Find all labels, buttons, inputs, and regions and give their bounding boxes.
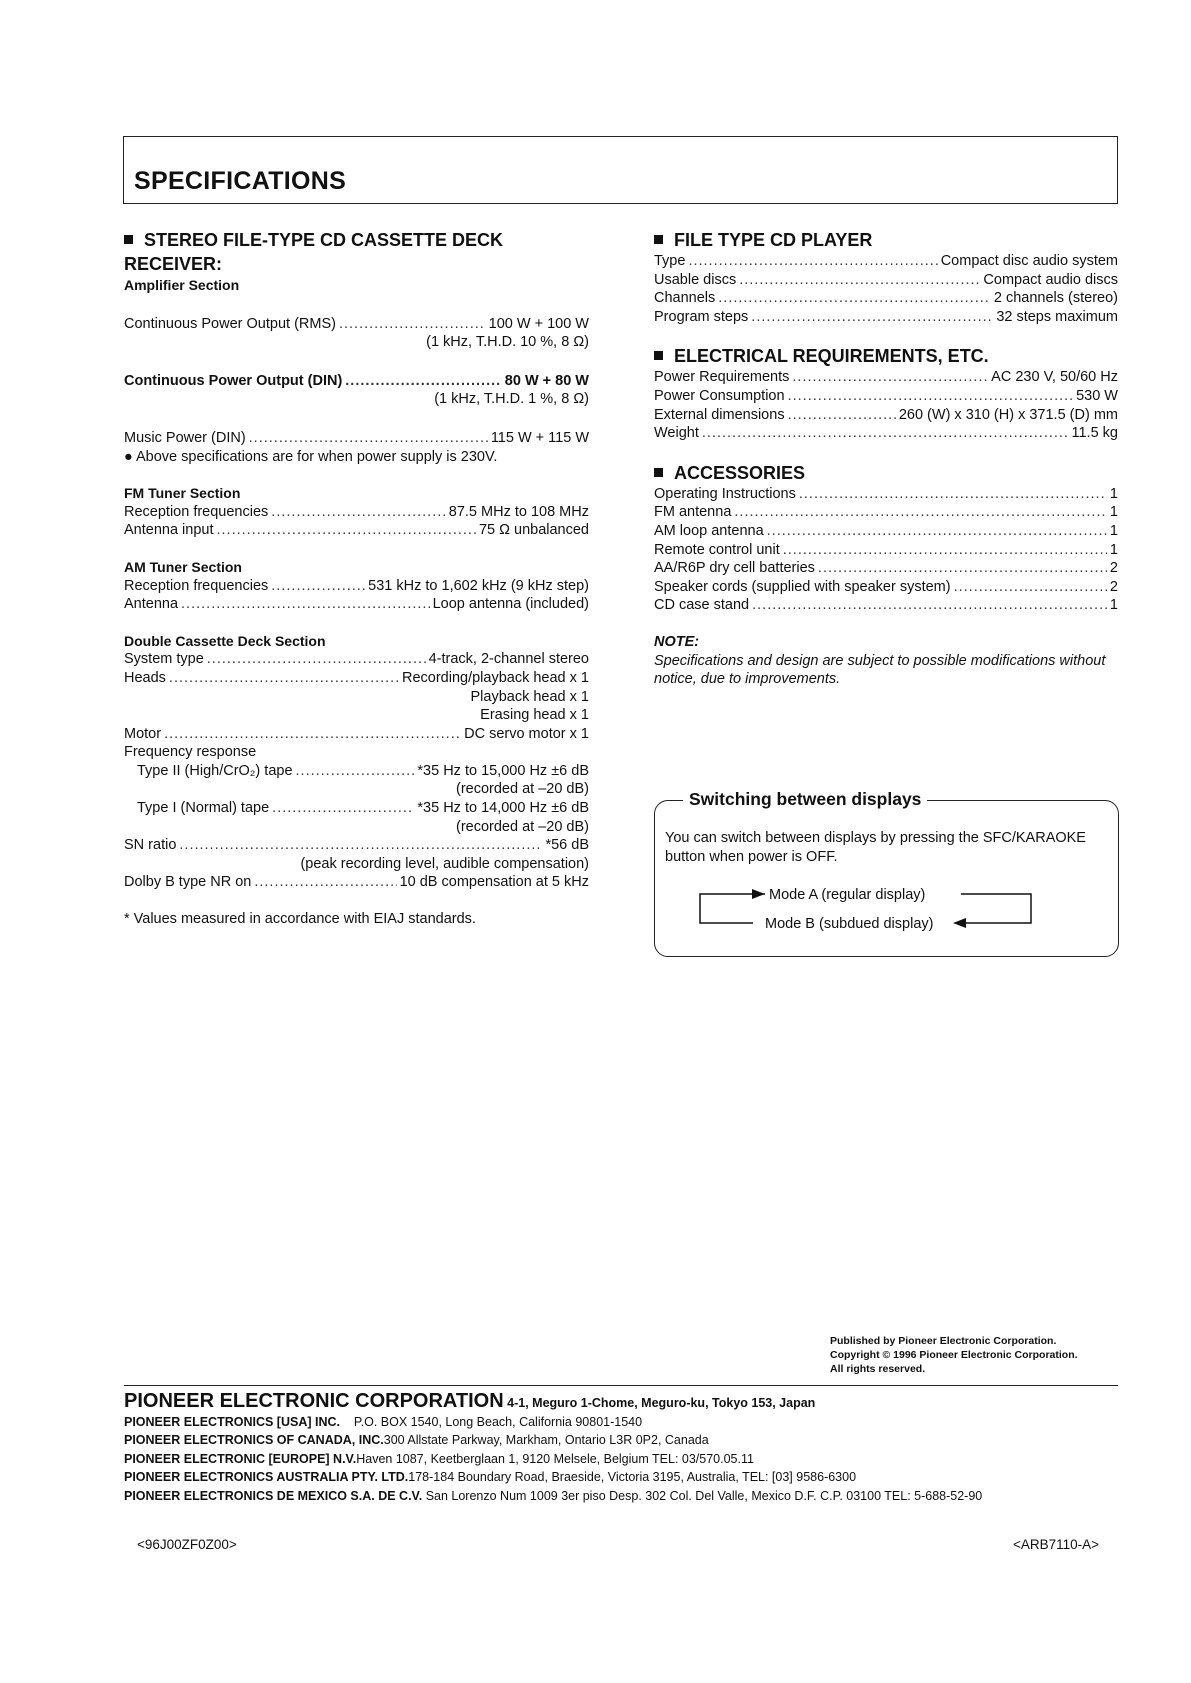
right-specs <box>654 228 1118 689</box>
spec-row <box>654 424 1118 443</box>
specifications-header <box>123 136 1118 204</box>
electrical-rows <box>654 368 1118 442</box>
cycle-line-right <box>961 894 1031 923</box>
accessories-heading: ACCESSORIES <box>654 461 1118 485</box>
mode-cycle-diagram <box>655 801 1120 958</box>
spec-label: Usable discs <box>654 271 737 288</box>
spec-row <box>654 308 1118 327</box>
divider <box>124 1385 1118 1386</box>
mode-a-label: Mode A (regular display) <box>769 887 926 903</box>
switching-displays-box <box>654 789 1119 957</box>
address-canada: PIONEER ELECTRONICS OF CANADA, INC.300 Allstate Parkway, Markham, Ontario L3R 0P2, Canada <box>124 1433 709 1448</box>
spec-value: 2 channels (stereo) <box>993 290 1118 307</box>
cassette-section-title: Double Cassette Deck Section <box>124 632 326 649</box>
spec-row <box>654 406 1118 425</box>
spec-value: Compact audio discs <box>983 271 1118 288</box>
spec-value: 11.5 kg <box>1071 425 1118 442</box>
spec-value: 32 steps maximum <box>996 308 1118 325</box>
spec-row-am-antenna: Antenna ..... Loop antenna (included) <box>124 595 589 614</box>
arrow-right-icon <box>752 889 765 899</box>
power-supply-note: ● Above specifications are for when power supply is 230V. <box>124 448 498 465</box>
fm-section-title: FM Tuner Section <box>124 485 241 502</box>
spec-value: Compact disc audio system <box>940 253 1118 269</box>
spec-value: 1 <box>1109 485 1118 502</box>
spec-condition: (peak recording level, audible compensation) <box>300 855 589 872</box>
spec-row-fm-reception: Reception frequencies ..... 87.5 MHz to 108 MHz <box>124 503 589 522</box>
address-usa: PIONEER ELECTRONICS [USA] INC. P.O. BOX 1540, Long Beach, California 90801-1540 <box>124 1414 643 1429</box>
frequency-response-label: Frequency response <box>124 744 257 761</box>
spec-row-cont-rms: Continuous Power Output (RMS) ..... 100 W + 100 W <box>124 315 589 334</box>
spec-row <box>654 271 1118 290</box>
spec-row-motor: Motor ..... DC servo motor x 1 <box>124 725 589 744</box>
spec-row <box>654 578 1118 597</box>
spec-row <box>654 289 1118 308</box>
spec-value: AC 230 V, 50/60 Hz <box>991 369 1118 386</box>
spec-condition: (1 kHz, T.H.D. 10 %, 8 Ω) <box>426 334 589 351</box>
spec-condition: (recorded at –20 dB) <box>456 781 589 798</box>
address-australia: PIONEER ELECTRONICS AUSTRALIA PTY. LTD.178-184 Boundary Road, Braeside, Victoria 3195, Australia, TEL: [03] 9586-6300 <box>124 1470 857 1485</box>
spec-label: Type <box>654 253 686 269</box>
addresses-block <box>124 1392 1124 1506</box>
spec-row-music-power: Music Power (DIN) ..... 115 W + 115 W <box>124 429 589 448</box>
accessory-rows <box>654 485 1118 615</box>
document-code-right: <ARB7110-A> <box>1013 1537 1100 1552</box>
mode-b-label: Mode B (subdued display) <box>765 916 934 932</box>
spec-label: Program steps <box>654 308 749 325</box>
spec-value: 1 <box>1109 597 1118 614</box>
footnote: * Values measured in accordance with EIAJ standards. <box>124 911 476 928</box>
spec-row-type2-tape: Type II (High/CrO₂) tape ..... *35 Hz to 15,000 Hz ±6 dB <box>124 762 589 781</box>
cd-rows <box>654 252 1118 326</box>
spec-row-fm-antenna: Antenna input ..... 75 Ω unbalanced <box>124 521 589 540</box>
address-europe: PIONEER ELECTRONIC [EUROPE] N.V.Haven 1087, Keetberglaan 1, 9120 Melsele, Belgium TEL: 03/570.05.11 <box>124 1451 754 1466</box>
spec-label: Operating Instructions <box>654 485 796 502</box>
spec-label: Power Consumption <box>654 387 785 404</box>
note-title: NOTE: <box>654 633 700 650</box>
page-title: SPECIFICATIONS <box>134 167 347 195</box>
spec-value: 260 (W) x 310 (H) x 371.5 (D) mm <box>898 406 1118 423</box>
spec-row <box>654 503 1118 522</box>
spec-value: 2 <box>1109 578 1118 595</box>
spec-row <box>654 387 1118 406</box>
cd-player-heading: FILE TYPE CD PLAYER <box>654 228 1118 252</box>
square-bullet-icon <box>654 235 663 244</box>
square-bullet-icon <box>654 351 663 360</box>
spec-label: Channels <box>654 290 716 307</box>
cycle-line-left <box>700 894 765 923</box>
note-text: Specifications and design are subject to possible modifications without notice, due to improvements. <box>654 652 1106 688</box>
spec-label: CD case stand <box>654 597 750 614</box>
spec-row <box>654 522 1118 541</box>
spec-row-heads: Heads ..... Recording/playback head x 1 <box>124 669 589 688</box>
receiver-specs <box>124 228 589 929</box>
switching-title: Switching between displays <box>683 789 927 810</box>
spec-value: 1 <box>1109 541 1118 558</box>
square-bullet-icon <box>124 235 133 244</box>
address-mexico: PIONEER ELECTRONICS DE MEXICO S.A. DE C.V. San Lorenzo Num 1009 3er piso Desp. 302 Col. Del Valle, Mexico D.F. C.P. 03100 TEL: 5-688-52-90 <box>124 1488 983 1503</box>
spec-row-cont-din: Continuous Power Output (DIN) ..... 80 W + 80 W <box>124 372 589 391</box>
spec-row <box>654 559 1118 578</box>
spec-label: Weight <box>654 425 699 442</box>
spec-condition: Playback head x 1 <box>470 688 589 705</box>
spec-condition: Erasing head x 1 <box>480 707 589 724</box>
spec-label: Remote control unit <box>654 541 780 558</box>
publisher-block: Published by Pioneer Electronic Corporation. Copyright © 1996 Pioneer Electronic Corporation. All rights reserved. <box>830 1335 1078 1375</box>
spec-label: AA/R6P dry cell batteries <box>654 560 815 577</box>
spec-value: 530 W <box>1076 387 1118 404</box>
spec-row-type1-tape: Type I (Normal) tape ..... *35 Hz to 14,000 Hz ±6 dB <box>124 799 589 818</box>
arrow-left-icon <box>953 918 966 928</box>
document-code-left: <96J00ZF0Z00> <box>137 1537 237 1552</box>
electrical-heading: ELECTRICAL REQUIREMENTS, ETC. <box>654 344 1118 368</box>
spec-value: 2 <box>1109 560 1118 577</box>
spec-row <box>654 252 1118 271</box>
am-section-title: AM Tuner Section <box>124 558 242 575</box>
spec-row <box>654 541 1118 560</box>
address-corporation: PIONEER ELECTRONIC CORPORATION 4-1, Meguro 1-Chome, Meguro-ku, Tokyo 153, Japan <box>124 1390 816 1412</box>
spec-label: Speaker cords (supplied with speaker system) <box>654 578 951 595</box>
receiver-heading: STEREO FILE-TYPE CD CASSETTE DECK RECEIVER: <box>124 230 504 274</box>
spec-condition: (1 kHz, T.H.D. 1 %, 8 Ω) <box>434 391 589 408</box>
spec-row-dolby: Dolby B type NR on ..... 10 dB compensation at 5 kHz <box>124 873 589 892</box>
spec-row-am-reception: Reception frequencies ..... 531 kHz to 1,602 kHz (9 kHz step) <box>124 577 589 596</box>
spec-row <box>654 368 1118 387</box>
spec-row <box>654 596 1118 615</box>
spec-value: 1 <box>1109 522 1118 539</box>
spec-row-sn-ratio: SN ratio ..... *56 dB <box>124 836 589 855</box>
spec-label: External dimensions <box>654 406 785 423</box>
spec-label: FM antenna <box>654 504 732 521</box>
square-bullet-icon <box>654 468 663 477</box>
spec-row-system-type: System type ..... 4-track, 2-channel stereo <box>124 650 589 669</box>
spec-label: Power Requirements <box>654 369 790 386</box>
spec-condition: (recorded at –20 dB) <box>456 818 589 835</box>
spec-row <box>654 485 1118 504</box>
spec-label: AM loop antenna <box>654 522 764 539</box>
switching-text: You can switch between displays by pressing the SFC/KARAOKE button when power is OFF. <box>665 830 1086 865</box>
spec-value: 1 <box>1109 504 1118 521</box>
amplifier-section-title: Amplifier Section <box>124 277 240 293</box>
